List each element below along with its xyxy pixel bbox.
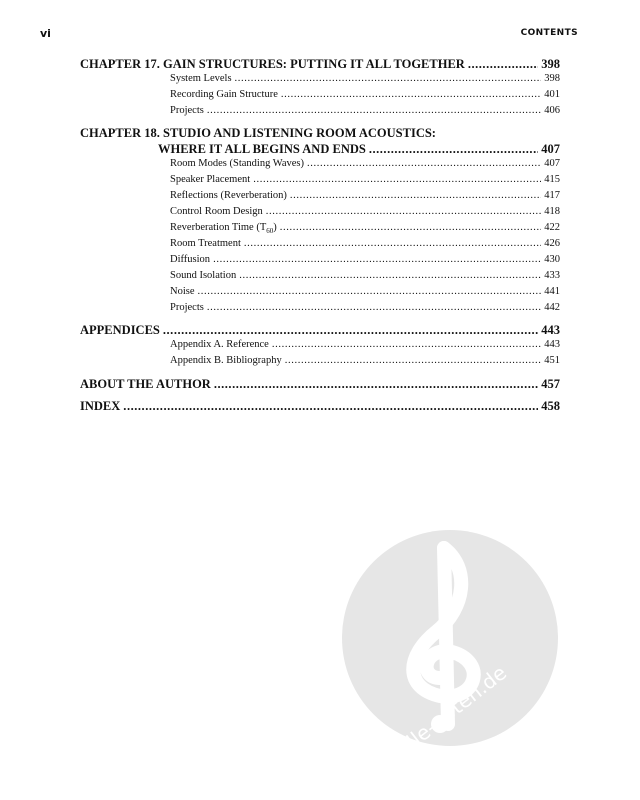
- dot-leader: [266, 206, 541, 217]
- toc-chapter-17[interactable]: [80, 57, 560, 73]
- toc-section[interactable]: [170, 254, 560, 270]
- dot-leader: [244, 238, 541, 249]
- toc-section[interactable]: [170, 105, 560, 121]
- toc-section[interactable]: [170, 73, 560, 89]
- section-title: Sound Isolation: [170, 270, 237, 281]
- section-page: 442: [544, 302, 560, 313]
- toc-section[interactable]: [170, 286, 560, 302]
- section-page: 433: [544, 270, 560, 281]
- dot-leader: [163, 323, 538, 338]
- section-page: 451: [544, 355, 560, 366]
- toc-section[interactable]: [170, 339, 560, 355]
- section-title: Room Treatment: [170, 238, 241, 249]
- dot-leader: [213, 254, 541, 265]
- section-page: 443: [544, 339, 560, 350]
- chapter-page: 457: [541, 377, 560, 391]
- toc-index[interactable]: [80, 399, 560, 415]
- toc-section[interactable]: [170, 238, 560, 254]
- watermark-logo: [340, 528, 560, 748]
- toc-chapter-18[interactable]: [158, 142, 560, 158]
- toc-section[interactable]: [170, 158, 560, 174]
- dot-leader: [307, 158, 541, 169]
- dot-leader: [468, 57, 538, 72]
- dot-leader: [281, 89, 541, 100]
- dot-leader: [198, 286, 542, 297]
- watermark: [340, 528, 560, 748]
- chapter-title: ABOUT THE AUTHOR: [80, 377, 211, 391]
- section-page: 406: [544, 105, 560, 116]
- dot-leader: [235, 73, 542, 84]
- dot-leader: [207, 105, 541, 116]
- toc-section[interactable]: [170, 206, 560, 222]
- chapter-title-line-2: WHERE IT ALL BEGINS AND ENDS: [158, 142, 366, 156]
- section-page: 415: [544, 174, 560, 185]
- dot-leader: [214, 377, 538, 392]
- toc-section[interactable]: [170, 302, 560, 318]
- section-page: 422: [544, 222, 560, 233]
- section-page: 417: [544, 190, 560, 201]
- chapter-page: 407: [541, 142, 560, 156]
- section-title: Appendix B. Bibliography: [170, 355, 282, 366]
- section-title: Noise: [170, 286, 195, 297]
- section-title: Appendix A. Reference: [170, 339, 269, 350]
- dot-leader: [207, 302, 541, 313]
- running-head: CONTENTS: [520, 28, 578, 38]
- toc-section[interactable]: [170, 355, 560, 371]
- chapter-title: APPENDICES: [80, 323, 160, 337]
- chapter-page: 443: [541, 323, 560, 337]
- section-page: 430: [544, 254, 560, 265]
- section-title: Diffusion: [170, 254, 211, 265]
- chapter-page: 398: [541, 57, 560, 71]
- section-title: [170, 222, 277, 235]
- chapter-title: INDEX: [80, 399, 121, 413]
- subscript: 60: [266, 227, 274, 236]
- dot-leader: [239, 270, 541, 281]
- dot-leader: [280, 222, 542, 233]
- toc-section[interactable]: [170, 190, 560, 206]
- page-number: vi: [40, 27, 51, 40]
- chapter-title-line-1[interactable]: CHAPTER 18. STUDIO AND LISTENING ROOM ACOUSTICS:: [80, 126, 436, 140]
- dot-leader: [285, 355, 542, 366]
- section-title: Reflections (Reverberation): [170, 190, 287, 201]
- section-title: Control Room Design: [170, 206, 263, 217]
- section-page: 401: [544, 89, 560, 100]
- section-title-text: Reverberation Time (T: [170, 222, 267, 233]
- toc-about-the-author[interactable]: [80, 377, 560, 393]
- section-title: Room Modes (Standing Waves): [170, 158, 304, 169]
- section-title-end: ): [273, 222, 277, 233]
- chapter-page: 458: [541, 399, 560, 413]
- dot-leader: [272, 339, 541, 350]
- toc-section[interactable]: [170, 222, 560, 238]
- dot-leader: [123, 399, 538, 414]
- section-page: 418: [544, 206, 560, 217]
- dot-leader: [253, 174, 541, 185]
- section-title: System Levels: [170, 73, 232, 84]
- toc-section[interactable]: [170, 174, 560, 190]
- section-page: 441: [544, 286, 560, 297]
- watermark-text: alle-noten.de: [392, 660, 512, 748]
- table-of-contents: [80, 57, 560, 415]
- toc-section[interactable]: [170, 270, 560, 286]
- section-page: 407: [544, 158, 560, 169]
- section-page: 426: [544, 238, 560, 249]
- dot-leader: [369, 142, 538, 157]
- toc-section[interactable]: [170, 89, 560, 105]
- section-title: Speaker Placement: [170, 174, 251, 185]
- chapter-title: CHAPTER 17. GAIN STRUCTURES: PUTTING IT ALL TOGETHER: [80, 57, 465, 71]
- section-title: Projects: [170, 105, 204, 116]
- section-title: Projects: [170, 302, 204, 313]
- section-title: Recording Gain Structure: [170, 89, 278, 100]
- dot-leader: [290, 190, 541, 201]
- section-page: 398: [544, 73, 560, 84]
- toc-appendices[interactable]: [80, 323, 560, 339]
